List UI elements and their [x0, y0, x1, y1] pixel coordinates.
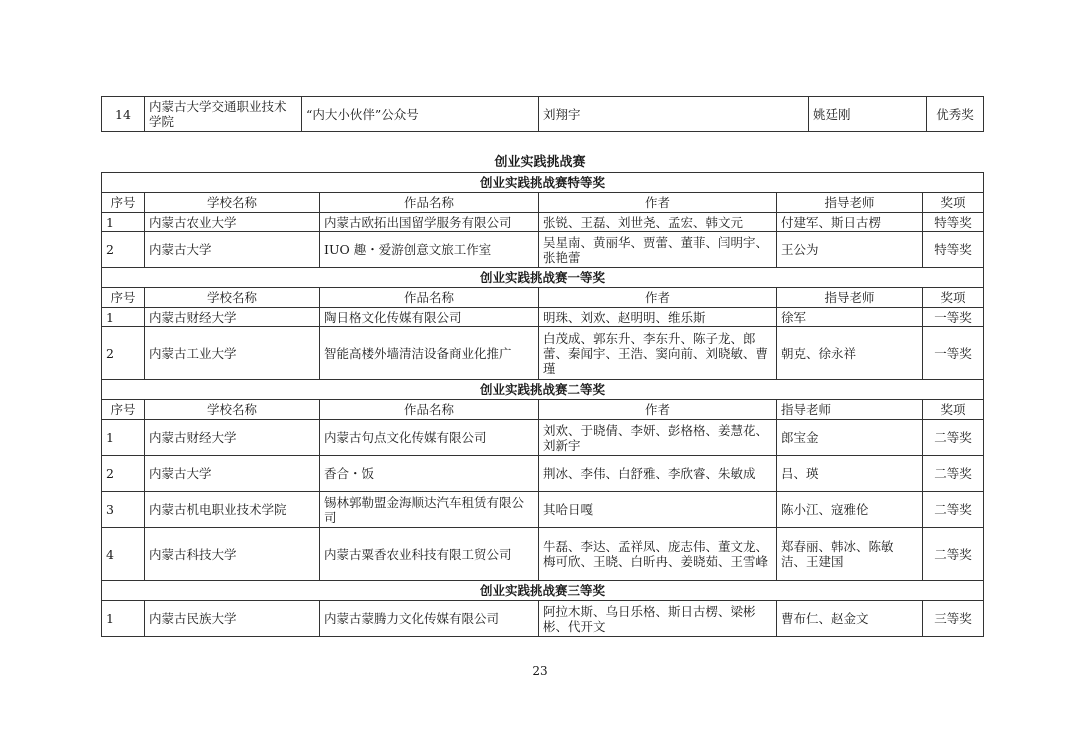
cell-teacher: 姚廷刚 [809, 97, 927, 132]
cell-award: 特等奖 [923, 232, 984, 268]
cell-no: 2 [102, 327, 145, 380]
cell-work: 内蒙古句点文化传媒有限公司 [320, 420, 539, 456]
cell-authors: 阿拉木斯、乌日乐格、斯日古楞、梁彬彬、代开文 [539, 601, 777, 637]
cell-school: 内蒙古工业大学 [145, 327, 320, 380]
cell-no: 1 [102, 420, 145, 456]
section-name: 创业实践挑战赛特等奖 [102, 173, 984, 193]
cell-authors: 明珠、刘欢、赵明明、维乐斯 [539, 308, 777, 327]
cell-authors: 刘翔宇 [539, 97, 809, 132]
cell-work: 内蒙古蒙腾力文化传媒有限公司 [320, 601, 539, 637]
header-authors: 作者 [539, 288, 777, 308]
header-no: 序号 [102, 400, 145, 420]
table-row [102, 327, 984, 380]
table-row [102, 601, 984, 637]
cell-award: 二等奖 [923, 528, 984, 581]
header-school: 学校名称 [145, 193, 320, 213]
section-title: 创业实践挑战赛 [494, 155, 586, 170]
header-no: 序号 [102, 288, 145, 308]
cell-teacher: 曹布仁、赵金文 [777, 601, 923, 637]
header-authors: 作者 [539, 193, 777, 213]
cell-award: 一等奖 [923, 327, 984, 380]
cell-no: 2 [102, 456, 145, 492]
cell-work: 内蒙古粟香农业科技有限工贸公司 [320, 528, 539, 581]
header-teacher: 指导老师 [777, 288, 923, 308]
cell-school: 内蒙古大学 [145, 456, 320, 492]
cell-no: 1 [102, 601, 145, 637]
section-header-row [102, 380, 984, 400]
cell-school: 内蒙古大学 [145, 232, 320, 268]
cell-award: 三等奖 [923, 601, 984, 637]
column-header-row [102, 400, 984, 420]
cell-authors: 荆冰、李伟、白舒雅、李欣睿、朱敏成 [539, 456, 777, 492]
cell-teacher: 朝克、徐永祥 [777, 327, 923, 380]
header-work: 作品名称 [320, 400, 539, 420]
cell-award: 二等奖 [923, 456, 984, 492]
cell-work: IUO 趣・爱游创意文旅工作室 [320, 232, 539, 268]
cell-no: 4 [102, 528, 145, 581]
header-work: 作品名称 [320, 288, 539, 308]
cell-teacher: 陈小江、寇雅伦 [777, 492, 923, 528]
page-number: 23 [532, 664, 548, 678]
cell-school: 内蒙古机电职业技术学院 [145, 492, 320, 528]
header-teacher: 指导老师 [777, 193, 923, 213]
cell-no: 3 [102, 492, 145, 528]
table-row [102, 308, 984, 327]
cell-teacher: 郎宝金 [777, 420, 923, 456]
section-header-row [102, 268, 984, 288]
cell-work: 锡林郭勒盟金海顺达汽车租赁有限公司 [320, 492, 539, 528]
cell-school: 内蒙古农业大学 [145, 213, 320, 232]
cell-teacher: 徐军 [777, 308, 923, 327]
table-row [102, 97, 984, 132]
cell-work: 陶日格文化传媒有限公司 [320, 308, 539, 327]
header-award: 奖项 [923, 400, 984, 420]
cell-authors: 牛磊、李达、孟祥凤、庞志伟、董文龙、梅可欣、王晓、白昕冉、姜晓茹、王雪峰 [539, 528, 777, 581]
cell-authors: 刘欢、于晓倩、李妍、彭格格、姜慧花、刘新宇 [539, 420, 777, 456]
cell-authors: 其哈日嘎 [539, 492, 777, 528]
table-row [102, 492, 984, 528]
cell-work: 香合・饭 [320, 456, 539, 492]
header-school: 学校名称 [145, 400, 320, 420]
cell-award: 特等奖 [923, 213, 984, 232]
table-row [102, 213, 984, 232]
cell-no: 1 [102, 213, 145, 232]
section-name: 创业实践挑战赛三等奖 [102, 581, 984, 601]
column-header-row [102, 193, 984, 213]
awards-table [101, 172, 984, 637]
table-row [102, 232, 984, 268]
header-no: 序号 [102, 193, 145, 213]
table-row [102, 420, 984, 456]
cell-authors: 吴星南、黄丽华、贾蕾、董菲、闫明宇、张艳蕾 [539, 232, 777, 268]
cell-award: 二等奖 [923, 420, 984, 456]
section-header-row [102, 581, 984, 601]
table-row [102, 456, 984, 492]
header-teacher: 指导老师 [777, 400, 923, 420]
cell-work: 智能高楼外墙清洁设备商业化推广 [320, 327, 539, 380]
cell-teacher: 吕、瑛 [777, 456, 923, 492]
cell-award: 一等奖 [923, 308, 984, 327]
cell-school: 内蒙古财经大学 [145, 420, 320, 456]
section-header-row [102, 173, 984, 193]
column-header-row [102, 288, 984, 308]
cell-school: 内蒙古财经大学 [145, 308, 320, 327]
cell-award: 二等奖 [923, 492, 984, 528]
cell-no: 14 [102, 97, 145, 132]
table-row [102, 528, 984, 581]
cell-school: 内蒙古科技大学 [145, 528, 320, 581]
header-award: 奖项 [923, 193, 984, 213]
cell-teacher: 郑春丽、韩冰、陈敏洁、王建国 [777, 528, 923, 581]
cell-no: 2 [102, 232, 145, 268]
header-award: 奖项 [923, 288, 984, 308]
header-authors: 作者 [539, 400, 777, 420]
cell-award: 优秀奖 [927, 97, 984, 132]
header-school: 学校名称 [145, 288, 320, 308]
previous-table-row [101, 96, 984, 132]
cell-work: 内蒙古欧拓出国留学服务有限公司 [320, 213, 539, 232]
cell-work: “内大小伙伴”公众号 [302, 97, 539, 132]
cell-authors: 白茂成、郭东升、李东升、陈子龙、郎蕾、秦闻宇、王浩、窦向前、刘晓敏、曹瑾 [539, 327, 777, 380]
cell-school: 内蒙古大学交通职业技术学院 [145, 97, 302, 132]
cell-authors: 张锐、王磊、刘世尧、孟宏、韩文元 [539, 213, 777, 232]
section-name: 创业实践挑战赛二等奖 [102, 380, 984, 400]
section-name: 创业实践挑战赛一等奖 [102, 268, 984, 288]
cell-teacher: 王公为 [777, 232, 923, 268]
cell-teacher: 付建军、斯日古楞 [777, 213, 923, 232]
cell-school: 内蒙古民族大学 [145, 601, 320, 637]
header-work: 作品名称 [320, 193, 539, 213]
cell-no: 1 [102, 308, 145, 327]
